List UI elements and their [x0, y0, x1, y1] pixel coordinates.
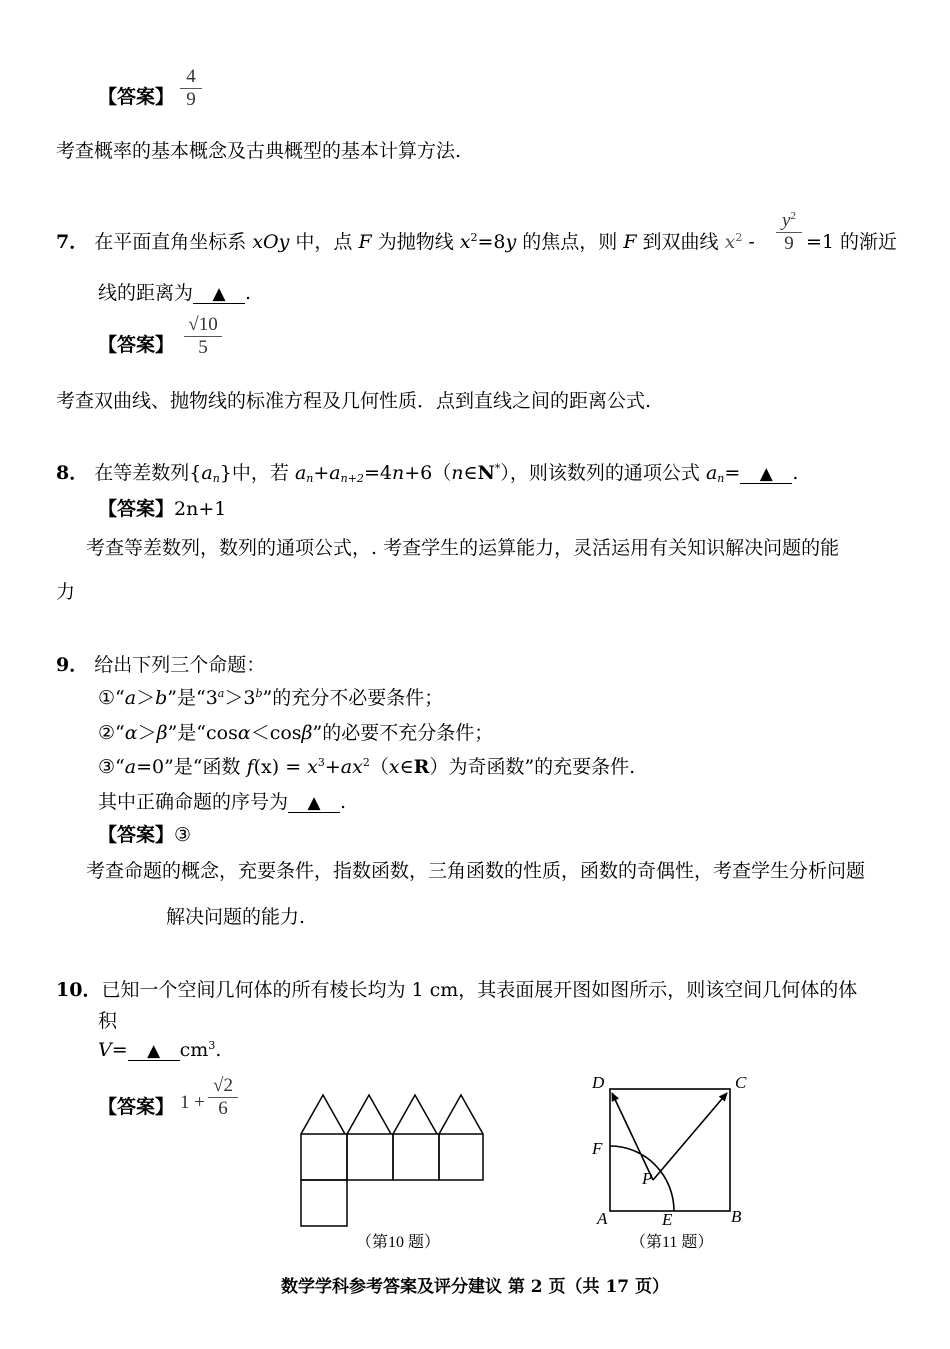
answer-fraction: $\frac{√10}{5}$	[184, 314, 222, 359]
fraction-denominator: 9	[186, 89, 196, 110]
q9-note-line2: 解决问题的能力.	[166, 906, 306, 928]
question-number: 10	[56, 979, 83, 1001]
square-figure	[586, 1070, 756, 1230]
q7-line1: 7． 在平面直角坐标系 xOy 中，点 F 为抛物线 $x^2=8y$ 的焦点，则 F 到双曲线 $x^2$ -	[56, 231, 755, 253]
square-abcd	[610, 1089, 730, 1211]
label-d: D	[592, 1073, 605, 1092]
label-c: C	[735, 1073, 747, 1092]
triangle-face	[347, 1095, 391, 1134]
answer-label: 【答案】	[98, 1096, 175, 1118]
answer-fraction	[180, 66, 202, 111]
answer-blank: ▲	[740, 464, 792, 484]
fraction-numerator: 4	[180, 66, 202, 89]
square-face	[301, 1180, 347, 1226]
question-number: 9	[56, 654, 70, 676]
answer-label: 【答案】	[98, 86, 175, 108]
square-face	[347, 1134, 393, 1180]
q7-line2: 线的距离为 ▲ .	[98, 282, 252, 304]
q7-note: 考查双曲线、抛物线的标准方程及几何性质．点到直线之间的距离公式.	[56, 390, 652, 412]
q8-line: 8． 在等差数列$\{a_n\}$中，若 $a_n+a_{n+2}=4n+6(n\in N^*)$，则该数列的通项公式 $a_n=$ ▲ .	[56, 462, 799, 485]
answer-label: 【答案】	[98, 334, 175, 356]
q8-answer: 【答案】2n+1	[98, 498, 227, 520]
q10-volume: V= ▲ $cm^3$.	[98, 1039, 222, 1061]
figure-caption: （第10 题）	[356, 1234, 441, 1251]
question-number: 7	[56, 231, 70, 253]
net-diagram	[298, 1092, 488, 1230]
square-face	[393, 1134, 439, 1180]
q9-ask: 其中正确命题的序号为 ▲ .	[98, 791, 347, 813]
answer-blank: ▲	[128, 1041, 180, 1061]
label-e: E	[662, 1210, 673, 1229]
answer-blank: ▲	[288, 793, 340, 813]
q7-line1-end: =1 的渐近	[806, 231, 898, 253]
square-face	[439, 1134, 483, 1180]
question-number: 8	[56, 462, 70, 484]
q9-intro: 9． 给出下列三个命题：	[56, 654, 266, 676]
q9-note-line1: 考查命题的概念，充要条件，指数函数，三角函数的性质，函数的奇偶性，考查学生分析问题	[86, 860, 866, 882]
label-a: A	[597, 1209, 608, 1228]
triangle-face	[439, 1095, 483, 1134]
label-f: F	[592, 1139, 603, 1158]
answer-blank: ▲	[193, 284, 245, 304]
figure-caption: （第11 题）	[630, 1234, 714, 1251]
q10-line2: 积	[98, 1010, 118, 1032]
q9-item2: ②“α＞β”是“cosα＜cosβ”的必要不充分条件；	[98, 722, 494, 744]
q9-item1: ①“a＞b”是“$3^a>3^b$”的充分不必要条件；	[98, 687, 444, 709]
square-face	[301, 1134, 347, 1180]
q9-item3: ③“a=0”是“函数 $f(x) = x^3+ax^2(x\in R)$为奇函数”的充要条件.	[98, 756, 636, 778]
label-p: P	[642, 1169, 653, 1188]
q10-line1: 10．已知一个空间几何体的所有棱长均为 1 cm，其表面展开图如图所示，则该空间几何体的体	[56, 979, 858, 1001]
q8-note-line2: 力	[56, 581, 76, 603]
q8-note-line1: 考查等差数列，数列的通项公式，. 考查学生的运算能力，灵活运用有关知识解决问题的能	[86, 537, 840, 559]
label-b: B	[731, 1207, 742, 1226]
vector-pd	[612, 1093, 653, 1180]
q9-answer: 【答案】③	[98, 824, 192, 846]
hyperbola-fraction: $\frac{y^2}{9}$	[776, 210, 802, 255]
page-footer: 数学学科参考答案及评分建议 第 2 页（共 17 页）	[280, 1277, 670, 1297]
q6-note: 考查概率的基本概念及古典概型的基本计算方法.	[56, 140, 462, 162]
answer-fraction: $\frac{√2}{6}$	[208, 1075, 238, 1120]
vector-pc	[653, 1093, 727, 1180]
triangle-face	[301, 1095, 345, 1134]
triangle-face	[393, 1095, 437, 1134]
answer-prefix: 1 +	[180, 1092, 205, 1113]
